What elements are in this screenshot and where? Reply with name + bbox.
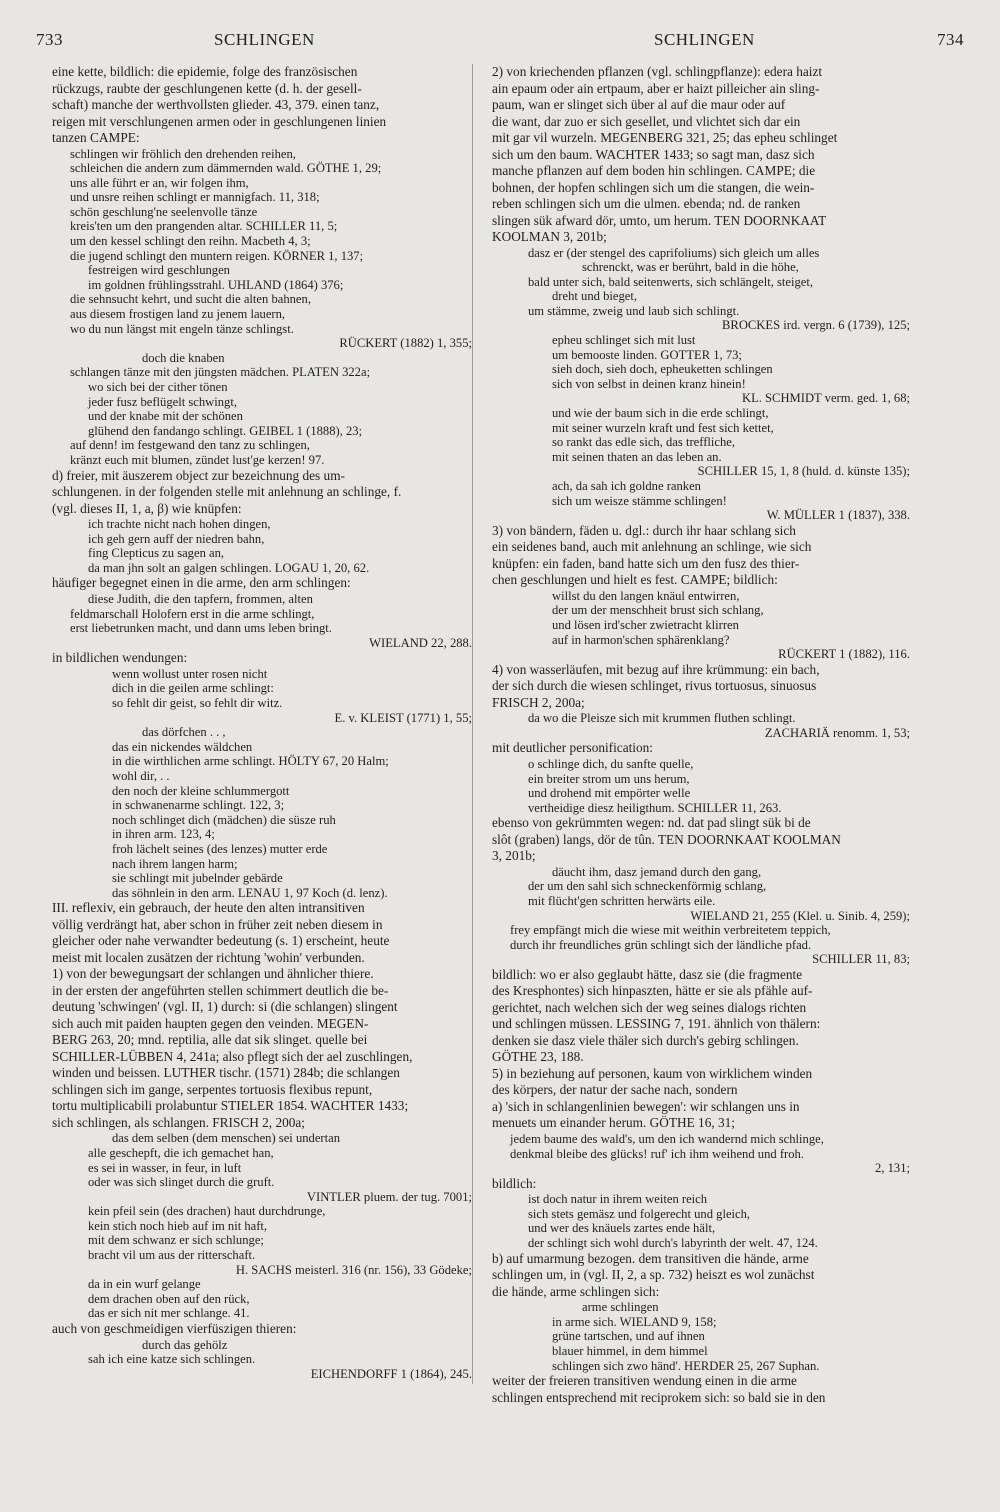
text-line: froh lächelt seines (des lenzes) mutter erde — [112, 841, 328, 856]
text-line: glühend den fandango schlingt. GEIBEL 1 (1888), 23; — [88, 423, 363, 438]
text-line: wo sich bei der cither tönen — [88, 380, 228, 394]
text-line: mit deutlicher personification: — [492, 740, 653, 756]
text-line: dem drachen oben auf den rück, — [88, 1291, 250, 1306]
text-line: rückzugs, raubte der geschlungenen kette (d. h. der gesell- — [52, 80, 362, 96]
text-line: sich um weisze stämme schlingen! — [552, 493, 727, 508]
text-line: der um der menschheit brust sich schlang, — [552, 603, 764, 618]
text-line: alle geschepft, die ich gemachet han, — [88, 1145, 274, 1160]
text-line: paum, wan er slinget sich über al auf die maur oder auf — [492, 97, 786, 112]
text-line: die jugend schlingt den muntern reigen. KÖRNER 1, 137; — [70, 248, 364, 263]
text-line: noch schlinget dich (mädchen) die süsze ruh — [112, 812, 336, 827]
right-column — [492, 64, 910, 1406]
right-running-headword: SCHLINGEN — [654, 30, 755, 49]
text-line: H. SACHS meisterl. 316 (nr. 156), 33 Gödeke; — [235, 1262, 472, 1277]
text-line: 5) in beziehung auf personen, kaum von wirklichem winden — [492, 1065, 813, 1081]
text-line: willst du den langen knäul entwirren, — [552, 588, 740, 603]
left-column — [52, 64, 472, 1381]
text-line: SCHILLER 15, 1, 8 (huld. d. künste 135); — [697, 464, 910, 479]
text-line: schleichen die andern zum dämmernden wald. GÖTHE 1, 29; — [70, 161, 382, 176]
text-line: wohl dir, . . — [112, 768, 170, 783]
text-line: doch die knaben — [142, 350, 225, 365]
text-line: WIELAND 22, 288. — [369, 635, 472, 650]
text-line: es sei in wasser, in feur, in luft — [88, 1160, 242, 1175]
text-line: bildlich: wo er also geglaubt hätte, dasz sie (die fragmente — [492, 966, 803, 982]
text-line: um stämme, zweig und laub sich schlingt. — [528, 303, 740, 318]
text-line: menuets um einander herum. GÖTHE 16, 31; — [492, 1115, 735, 1131]
text-line: jeder fusz beflügelt schwingt, — [88, 394, 237, 409]
text-line: EICHENDORFF 1 (1864), 245. — [310, 1366, 472, 1381]
text-line: und der knabe mit der schönen — [88, 409, 243, 424]
text-line: GÖTHE 23, 188. — [492, 1049, 584, 1065]
text-line: der schlingt sich wohl durch's labyrinth der welt. 47, 124. — [528, 1236, 818, 1251]
page-header — [36, 30, 964, 60]
text-line: meist mit localen zusätzen der richtung 'wohin' verbunden. — [52, 949, 365, 965]
text-line: kein pfeil sein (des drachen) haut durchdrunge, — [88, 1204, 326, 1219]
text-line: die want, dar zuo er sich gesellet, und vlichtet sich dar ein — [492, 113, 801, 129]
text-line: b) auf umarmung bezogen. dem transitiven die hände, arme — [492, 1250, 809, 1266]
text-line: und lösen ird'scher zwietracht klirren — [552, 617, 739, 632]
text-line: des körpers, der natur der sache nach, sondern — [492, 1082, 738, 1098]
text-line: fing Clepticus zu sagen an, — [88, 546, 225, 561]
text-line: in der ersten der angeführten stellen schimmert deutlich die be- — [52, 982, 389, 998]
text-line: das dem selben (dem menschen) sei undertan — [112, 1131, 341, 1146]
text-line: sich stets gemäsz und folgerecht und gleich, — [528, 1206, 751, 1221]
text-line: manche pflanzen auf dem boden hin schlingen. CAMPE; die — [492, 163, 816, 178]
text-line: des Kresphontes) sich hinpaszten, hätte er sie als pfähle auf- — [492, 983, 813, 999]
text-line: kein stich noch hieb auf im nit haft, — [88, 1218, 268, 1233]
text-line: winden und beissen. LUTHER tischr. (1571) 284b; die schlangen — [52, 1065, 400, 1081]
text-line: sieh doch, sieh doch, epheuketten schlingen — [552, 362, 773, 377]
text-line: arme schlingen — [582, 1300, 659, 1315]
text-line: KOOLMAN 3, 201b; — [492, 229, 607, 244]
text-line: gleicher oder nahe verwandter bedeutung (s. 1) erscheint, heute — [52, 933, 390, 949]
text-line: um den kessel schlingt den reihn. Macbeth 4, 3; — [70, 234, 311, 249]
text-line: aus diesem frostigen land zu jenem lauern, — [70, 307, 286, 322]
text-line: FRISCH 2, 200a; — [492, 694, 585, 710]
text-line: vertheidige diesz heiligthum. SCHILLER 11, 263. — [528, 800, 782, 815]
text-line: und wie der baum sich in die erde schlingt, — [552, 406, 769, 421]
text-line: ich geh gern auff der niedren bahn, — [88, 531, 265, 546]
text-line: erst liebetrunken macht, und dann ums leben bringt. — [70, 621, 332, 636]
text-line: BERG 263, 20; mnd. reptilia, alle dat sik slinget. quelle bei — [52, 1032, 368, 1048]
text-line: wenn wollust unter rosen nicht — [112, 666, 268, 681]
text-line: um bemooste linden. GOTTER 1, 73; — [552, 347, 742, 362]
text-line: KL. SCHMIDT verm. ged. 1, 68; — [741, 391, 910, 406]
text-line: schlingen um, in (vgl. II, 2, a sp. 732) heiszt es wol zunächst — [492, 1267, 815, 1283]
text-line: slingen sük afward dör, umto, um herum. TEN DOORNKAAT — [492, 212, 827, 228]
text-line: WIELAND 21, 255 (Klel. u. Sinib. 4, 259); — [690, 908, 910, 923]
text-line: der um den sahl sich schneckenförmig schlang, — [528, 879, 767, 894]
text-line: epheu schlinget sich mit lust — [552, 333, 696, 348]
text-line: dasz er (der stengel des caprifoliums) sich gleich um alles — [528, 245, 820, 260]
text-line: dreht und bieget, — [552, 289, 637, 304]
text-line: ZACHARIÄ renomm. 1, 53; — [764, 725, 910, 740]
text-line: chen geschlungen und hielt es fest. CAMPE; bildlich: — [492, 572, 778, 588]
text-line: tanzen CAMPE: — [52, 130, 140, 145]
text-line: reben schlingen sich um die ulmen. ebenda; nd. de ranken — [492, 196, 801, 211]
text-line: so fehlt dir geist, so fehlt dir witz. — [112, 696, 283, 710]
text-line: BROCKES ird. vergn. 6 (1739), 125; — [722, 318, 910, 333]
text-line: eine kette, bildlich: die epidemie, folge des französischen — [52, 64, 358, 79]
text-line: kreis'ten um den prangenden altar. SCHILLER 11, 5; — [70, 219, 338, 234]
text-line: auch von geschmeidigen vierfüszigen thieren: — [52, 1321, 297, 1337]
text-line: o schlinge dich, du sanfte quelle, — [528, 756, 694, 771]
text-line: (vgl. dieses II, 1, a, β) wie knüpfen: — [52, 500, 242, 516]
text-line: ein breiter strom um uns herum, — [528, 771, 690, 786]
text-line: in die wirthlichen arme schlingt. HÖLTY 67, 20 Halm; — [112, 754, 389, 769]
text-line: a) 'sich in schlangenlinien bewegen': wir schlangen uns in — [492, 1098, 800, 1114]
text-line: 3, 201b; — [492, 848, 536, 864]
text-line: festreigen wird geschlungen — [88, 263, 230, 278]
text-line: bildlich: — [492, 1175, 537, 1191]
text-line: W. MÜLLER 1 (1837), 338. — [766, 508, 910, 523]
left-page-number: 733 — [36, 30, 63, 49]
text-line: im goldnen frühlingsstrahl. UHLAND (1864) 376; — [88, 277, 344, 292]
text-line: durch ihr freundliches grün schlingt sich der ländliche pfad. — [510, 937, 812, 952]
text-line: den noch der kleine schlummergott — [112, 783, 290, 798]
text-line: ebenso von gekrümmten wegen: nd. dat pad slingt sük bi de — [492, 815, 811, 831]
text-line: sich schlingen, als schlangen. FRISCH 2, 200a; — [52, 1114, 305, 1130]
text-line: 2) von kriechenden pflanzen (vgl. schlingpflanze): edera haizt — [492, 64, 823, 79]
text-line: und schlingen müssen. LESSING 7, 191. ähnlich von thälern: — [492, 1016, 821, 1032]
text-line: und drohend mit empörter welle — [528, 786, 691, 801]
text-line: schlingen entsprechend mit reciprokem sich: so bald sie in den — [492, 1389, 826, 1405]
left-running-headword: SCHLINGEN — [214, 30, 315, 49]
text-line: III. reflexiv, ein gebrauch, der heute den alten intransitiven — [52, 900, 365, 916]
text-line: schlungenen. in der folgenden stelle mit anlehnung an schlinge, f. — [52, 484, 402, 500]
text-line: kränzt euch mit blumen, zündet lust'ge kerzen! 97. — [70, 452, 325, 467]
text-line: deutung 'schwingen' (vgl. II, 1) durch: si (die schlangen) slingent — [52, 999, 398, 1015]
text-line: und wer des knäuels zartes ende hält, — [528, 1221, 716, 1236]
text-line: der sich durch die wiesen schlinget, rivus tortuosus, sinuosus — [492, 678, 817, 694]
text-line: gerichtet, nach welchen sich der weg seines dialogs richten — [492, 999, 807, 1015]
text-line: knüpfen: ein faden, band hatte sich um den fusz des thier- — [492, 555, 800, 571]
text-line: da man jhn solt an galgen schlingen. LOGAU 1, 20, 62. — [88, 560, 370, 575]
text-line: durch das gehölz — [142, 1337, 228, 1352]
text-line: d) freier, mit äuszerem object zur bezeichnung des um- — [52, 467, 345, 483]
text-line: mit gar vil wurzeln. MEGENBERG 321, 25; das epheu schlinget — [492, 130, 838, 145]
text-line: das söhnlein in den arm. LENAU 1, 97 Koch (d. lenz). — [112, 885, 388, 900]
text-line: denken sie dasz viele thäler sich durch's gebirg schlingen. — [492, 1032, 799, 1048]
text-line: häufiger begegnet einen in die arme, den arm schlingen: — [52, 575, 351, 591]
text-line: dich in die geilen arme schlingt: — [112, 681, 274, 696]
text-line: slôt (graben) langs, dör de tûn. TEN DOORNKAAT KOOLMAN — [492, 831, 841, 847]
text-line: völlig verdrängt hat, aber schon in früher zeit neben diesem in — [52, 916, 383, 932]
text-line: in ihren arm. 123, 4; — [112, 827, 215, 842]
text-line: SCHILLER 11, 83; — [812, 952, 910, 967]
text-line: bracht vil um aus der ritterschaft. — [88, 1248, 256, 1263]
text-line: ach, da sah ich goldne ranken — [552, 479, 701, 493]
text-line: uns alle führt er an, wir folgen ihm, — [70, 175, 249, 190]
text-line: ich trachte nicht nach hohen dingen, — [88, 517, 271, 532]
text-line: sich von selbst in deinen kranz hinein! — [552, 376, 746, 391]
text-line: mit seiner wurzeln kraft und fest sich kettet, — [552, 420, 774, 435]
text-line: RÜCKERT (1882) 1, 355; — [339, 336, 472, 351]
text-line: oder was sich slinget durch die gruft. — [88, 1175, 275, 1190]
text-line: frey empfängt mich die wiese mit weithin verbreitetem teppich, — [510, 923, 831, 938]
text-line: sich um den baum. WACHTER 1433; so sagt man, dasz sich — [492, 146, 815, 162]
text-line: mit dem schwanz er sich schlunge; — [88, 1233, 264, 1248]
text-line: 3) von bändern, fäden u. dgl.: durch ihr haar schlang sich — [492, 522, 796, 538]
text-line: tortu multiplicabili prolabuntur STIELER 1854. WACHTER 1433; — [52, 1098, 409, 1114]
text-line: 1) von der bewegungsart der schlangen und ähnlicher thiere. — [52, 966, 374, 982]
text-line: denkmal bleibe des glücks! ruf' ich ihm weihend und froh. — [510, 1146, 804, 1161]
text-line: schlangen tänze mit den jüngsten mädchen. PLATEN 322a; — [70, 365, 371, 380]
text-line: und unsre reihen schlingt er mannigfach. 11, 318; — [70, 190, 320, 205]
text-line: nach ihrem langen harm; — [112, 856, 238, 871]
text-line: ist doch natur in ihrem weiten reich — [528, 1192, 708, 1207]
text-line: ein seidenes band, auch mit anlehnung an schlinge, wie sich — [492, 539, 812, 555]
text-line: diese Judith, die den tapfern, frommen, alten — [88, 591, 313, 606]
text-line: bald unter sich, bald seitenwerts, sich schlängelt, steiget, — [528, 274, 814, 289]
text-line: auf denn! im festgewand den tanz zu schlingen, — [70, 438, 310, 453]
text-line: ain epaum oder ain ertpaum, aber er haizt pilleicher ain sling- — [492, 80, 820, 96]
text-line: grüne tartschen, und auf ihnen — [552, 1329, 705, 1344]
text-line: die sehnsucht kehrt, und sucht die alten bahnen, — [70, 292, 311, 307]
text-line: sich auch mit paiden haupten gegen den veinden. MEGEN- — [52, 1015, 369, 1031]
text-line: schaft) manche der werthvollsten glieder. 43, 379. einen tanz, — [52, 97, 380, 112]
text-line: bohnen, der hopfen schlingen sich um die stangen, die wein- — [492, 179, 815, 195]
text-line: schlingen sich im gange, serpentes tortuosis flexibus repunt, — [52, 1081, 373, 1097]
text-line: 2, 131; — [875, 1161, 910, 1176]
text-line: däucht ihm, dasz jemand durch den gang, — [552, 864, 762, 879]
text-line: schlingen sich zwo händ'. HERDER 25, 267 Suphan. — [552, 1358, 820, 1373]
text-line: das ein nickendes wäldchen — [112, 739, 253, 754]
text-line: in arme sich. WIELAND 9, 158; — [552, 1314, 717, 1329]
text-line: blauer himmel, in dem himmel — [552, 1343, 708, 1358]
text-line: mit seinen thaten an das leben an. — [552, 449, 722, 464]
text-line: SCHILLER-LÜBBEN 4, 241a; also pflegt sich der ael zuschlingen, — [52, 1048, 413, 1064]
text-line: in bildlichen wendungen: — [52, 650, 188, 666]
text-line: so rankt das edle sich, das treffliche, — [552, 435, 736, 450]
text-line: jedem baume des wald's, um den ich wandernd mich schlinge, — [510, 1131, 824, 1146]
column-divider — [472, 64, 473, 1384]
text-line: sah ich eine katze sich schlingen. — [88, 1352, 256, 1367]
text-line: das er sich nit mer schlange. 41. — [88, 1306, 250, 1321]
right-page-number: 734 — [937, 30, 964, 49]
text-line: VINTLER pluem. der tug. 7001; — [306, 1189, 472, 1204]
text-line: mit flücht'gen schritten herwärts eile. — [528, 894, 716, 908]
text-line: E. v. KLEIST (1771) 1, 55; — [334, 710, 472, 725]
text-line: da wo die Pleisze sich mit krummen fluthen schlingt. — [528, 711, 796, 726]
text-line: schrenckt, was er berührt, bald in die höhe, — [582, 260, 799, 275]
text-line: das dörfchen . . , — [142, 725, 226, 740]
text-line: da in ein wurf gelange — [88, 1277, 201, 1292]
text-line: wo du nun längst mit engeln tänze schlingst. — [70, 321, 294, 336]
text-line: in schwanenarme schlingt. 122, 3; — [112, 798, 285, 813]
text-line: sie schlingt mit jubelnder gebärde — [112, 871, 283, 886]
text-line: schlingen wir fröhlich den drehenden reihen, — [70, 146, 296, 161]
text-line: schön geschlung'ne seelenvolle tänze — [70, 204, 258, 219]
text-line: weiter der freieren transitiven wendung einen in die arme — [492, 1373, 797, 1389]
text-line: auf in harmon'schen sphärenklang? — [552, 632, 730, 647]
text-line: 4) von wasserläufen, mit bezug auf ihre krümmung: ein bach, — [492, 661, 820, 677]
text-line: RÜCKERT 1 (1882), 116. — [778, 647, 910, 662]
text-line: reigen mit verschlungenen armen oder in geschlungenen linien — [52, 113, 387, 129]
text-line: feldmarschall Holofern erst in die arme schlingt, — [70, 606, 315, 621]
text-line: die hände, arme schlingen sich: — [492, 1283, 660, 1299]
